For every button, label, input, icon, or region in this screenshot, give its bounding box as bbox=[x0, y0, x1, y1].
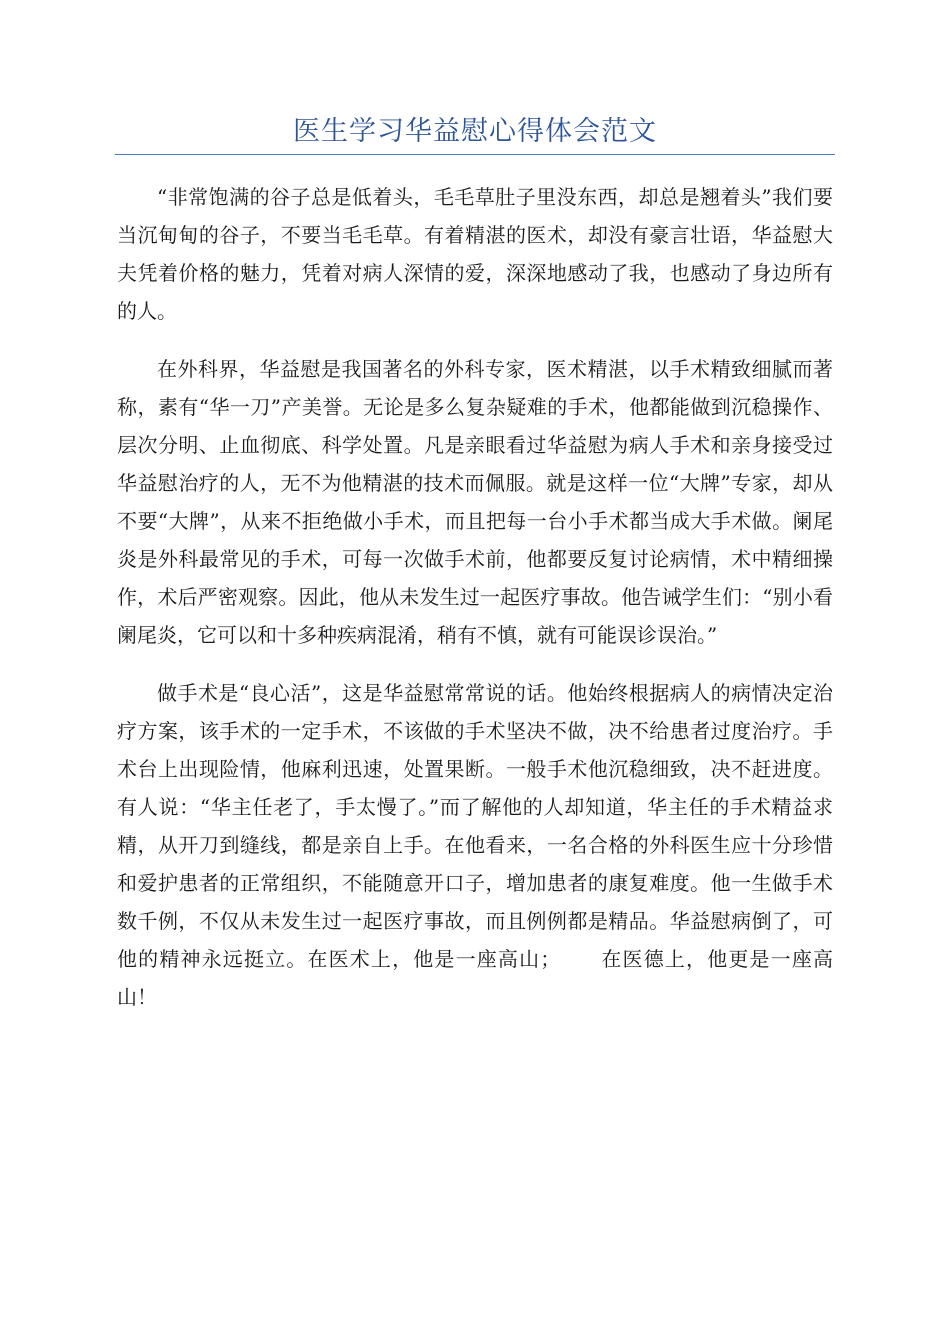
paragraph-3-main: 做手术是“良心活”，这是华益慰常常说的话。他始终根据病人的病情决定治疗方案，该手术的一定手术，不该做的手术坚决不做，决不给患者过度治疗。手术台上出现险情，他麻利迅速，处置果断。一般手术他沉稳细致，决不赶进度。有人说：“华主任老了，手太慢了。”而了解他的人却知道，华主任的手术精益求精，从开刀到缝线，都是亲自上手。在他看来，一名合格的外科医生应十分珍惜和爱护患者的正常组织，不能随意开口子，增加患者的康复难度。他一生做手术数千例，不仅从未发生过一起医疗事故，而且例例都是精品。华益慰病倒了，可他的精神永远挺立。在医术上，他是一座高山； bbox=[117, 681, 833, 971]
paragraph-2: 在外科界，华益慰是我国著名的外科专家，医术精湛，以手术精致细腻而著称，素有“华一刀”产美誉。无论是多么复杂疑难的手术，他都能做到沉稳操作、层次分明、止血彻底、科学处置。凡是亲眼看过华益慰为病人手术和亲身接受过华益慰治疗的人，无不为他精湛的技术而佩服。就是这样一位“大牌”专家，却从不要“大牌”，从来不拒绝做小手术，而且把每一台小手术都当成大手术做。阑尾炎是外科最常见的手术，可每一次做手术前，他都要反复讨论病情，术中精细操作，术后严密观察。因此，他从未发生过一起医疗事故。他告诫学生们：“别小看阑尾炎，它可以和十多种疾病混淆，稍有不慎，就有可能误诊误治。” bbox=[117, 357, 833, 647]
paragraph-3 bbox=[117, 674, 833, 1016]
document-title: 医生学习华益慰心得体会范文 bbox=[293, 116, 657, 147]
document-body bbox=[117, 178, 833, 1036]
paragraph-3-tail: 在医德上，他更是一座高山！ bbox=[117, 947, 834, 1009]
paragraph-1: “非常饱满的谷子总是低着头，毛毛草肚子里没东西，却总是翘着头”我们要当沉甸甸的谷子，不要当毛毛草。有着精湛的医术，却没有豪言壮语，华益慰大夫凭着价格的魅力，凭着对病人深情的爱，深深地感动了我，也感动了身边所有的人。 bbox=[117, 185, 833, 323]
title-underline bbox=[115, 154, 835, 155]
